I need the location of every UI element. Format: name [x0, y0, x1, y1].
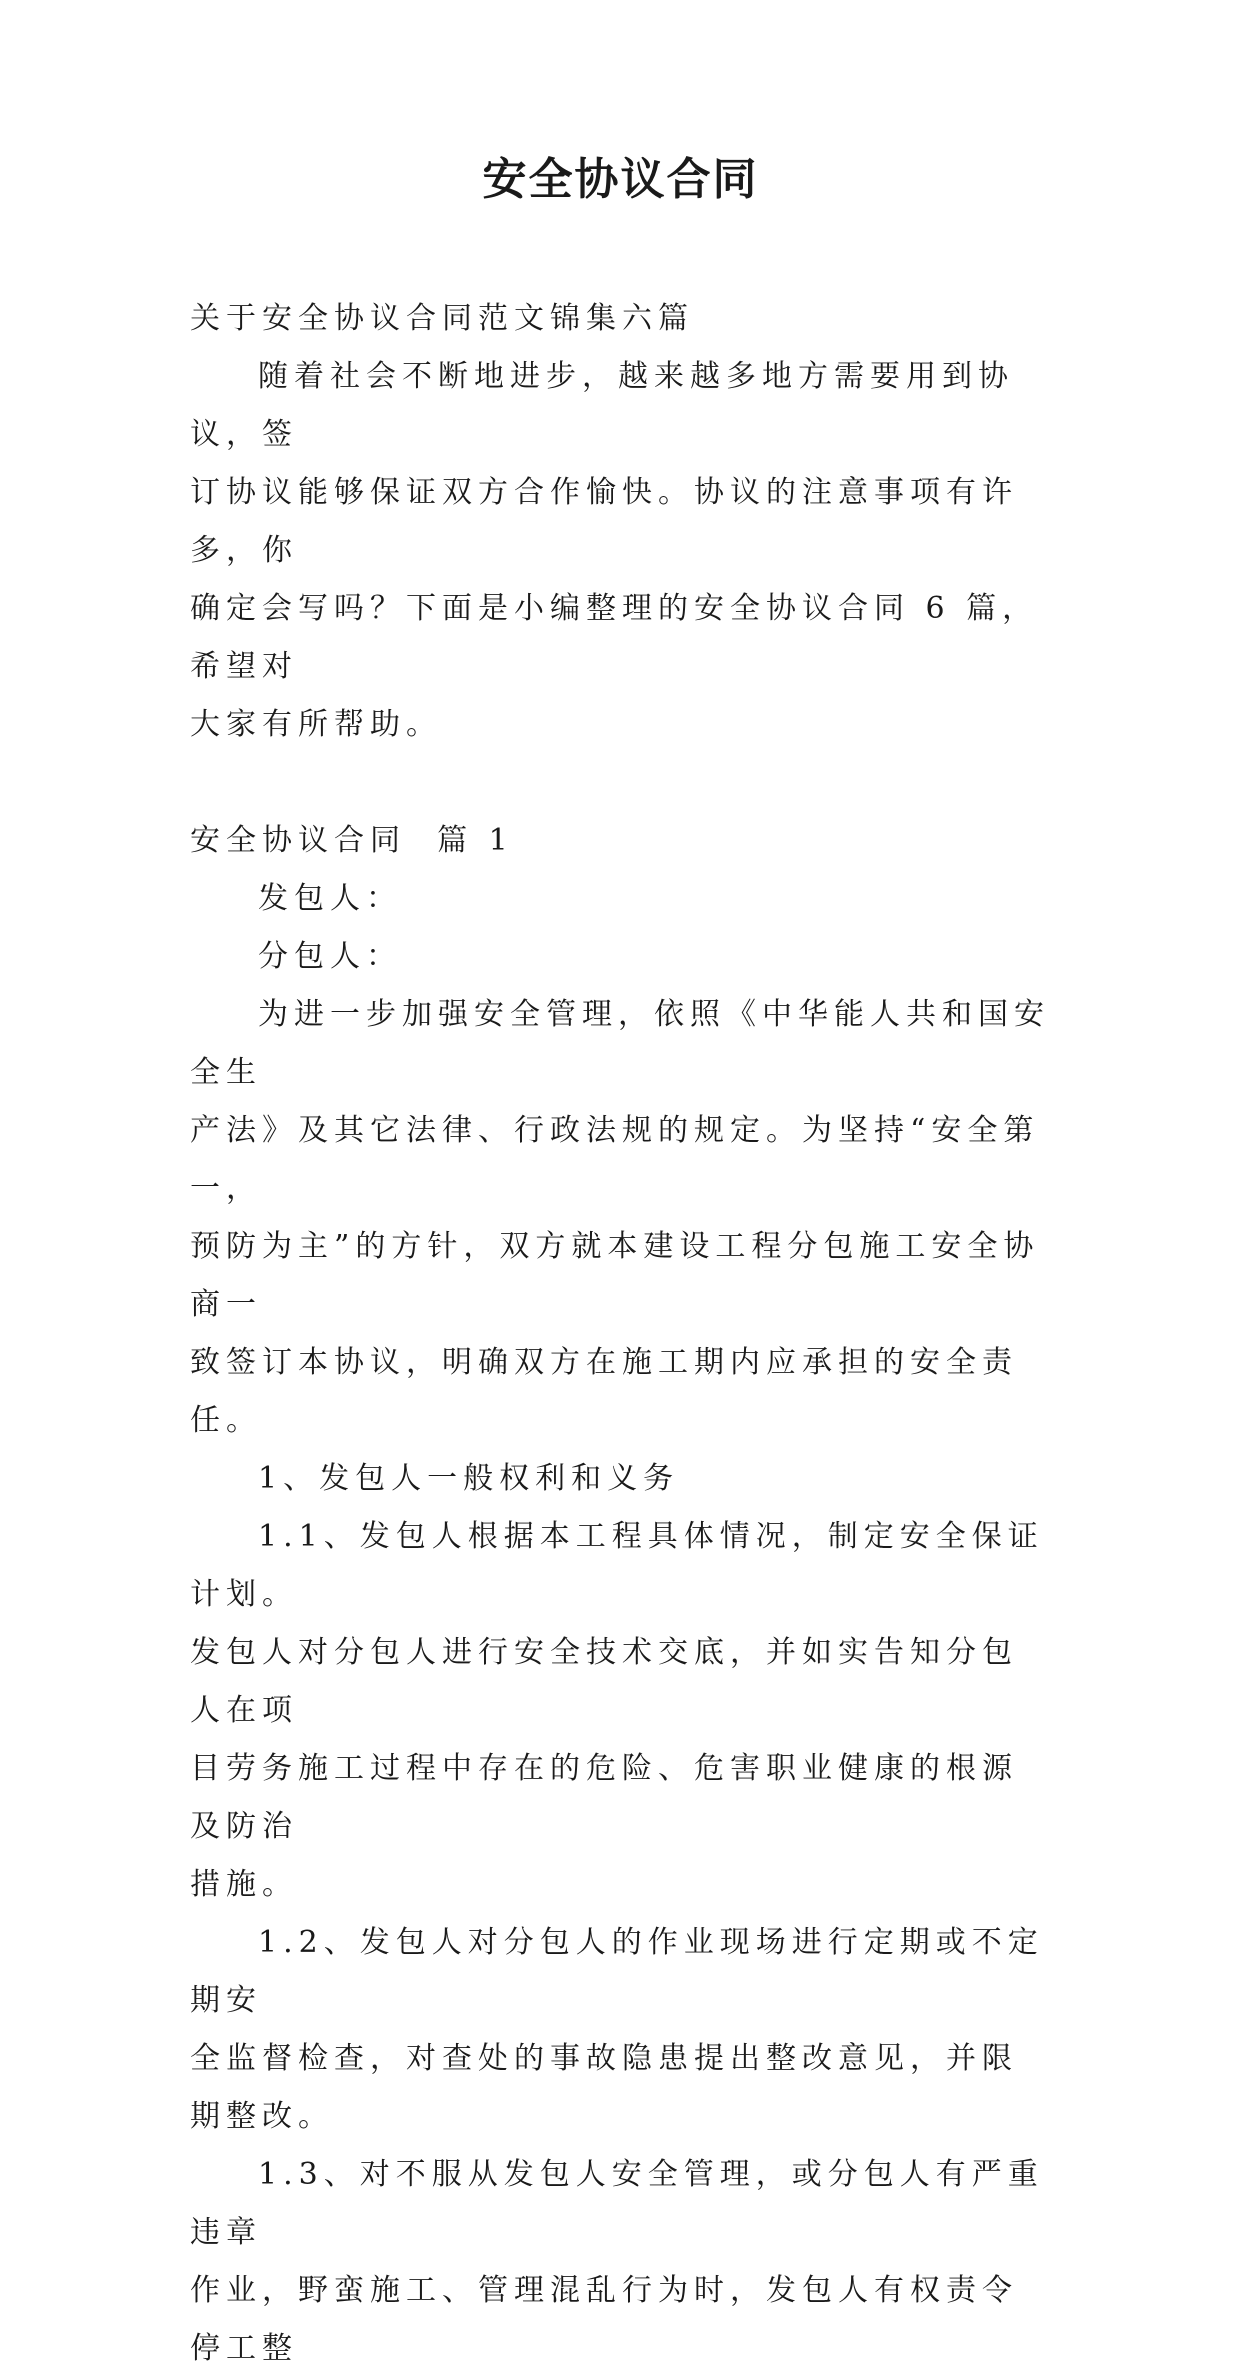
- clause-1-1-line: 发包人对分包人进行安全技术交底，并如实告知分包人在项: [190, 1635, 1018, 1728]
- intro-line: 确定会写吗？下面是小编整理的安全协议合同 6 篇，希望对: [190, 591, 1039, 684]
- party-b-label: 分包人：: [258, 939, 402, 974]
- clause-1-3-line: 作业，野蛮施工、管理混乱行为时，发包人有权责令停工整: [190, 2273, 1018, 2366]
- document-subtitle: 关于安全协议合同范文锦集六篇: [190, 301, 694, 336]
- clause-1-1-line: 1.1、发包人根据本工程具体情况，制定安全保证计划。: [190, 1519, 1044, 1612]
- document-title: 安全协议合同: [482, 154, 759, 205]
- section-heading: 安全协议合同 篇 1: [190, 823, 514, 858]
- purpose-line: 致签订本协议，明确双方在施工期内应承担的安全责任。: [190, 1345, 1018, 1438]
- clause-1-2-line: 1.2、发包人对分包人的作业现场进行定期或不定期安: [190, 1925, 1044, 2018]
- intro-line: 订协议能够保证双方合作愉快。协议的注意事项有许多，你: [190, 475, 1018, 568]
- clause-1-2-line: 全监督检查，对查处的事故隐患提出整改意见，并限期整改。: [190, 2041, 1018, 2134]
- intro-line: 大家有所帮助。: [190, 707, 442, 742]
- clause-1-3-line: 1.3、对不服从发包人安全管理，或分包人有严重违章: [190, 2157, 1044, 2250]
- clause-heading: 1、发包人一般权利和义务: [258, 1461, 680, 1496]
- purpose-line: 为进一步加强安全管理，依照《中华能人共和国安全生: [190, 997, 1050, 1090]
- intro-line: 随着社会不断地进步，越来越多地方需要用到协议，签: [190, 359, 1014, 452]
- purpose-line: 产法》及其它法律、行政法规的规定。为坚持“安全第一，: [190, 1113, 1040, 1206]
- document-body: [190, 290, 1050, 2378]
- clause-1-1-line: 措施。: [190, 1867, 298, 1902]
- party-a-label: 发包人：: [258, 881, 402, 916]
- section-spacer: [190, 754, 1050, 812]
- clause-1-1-line: 目劳务施工过程中存在的危险、危害职业健康的根源及防治: [190, 1751, 1018, 1844]
- purpose-line: 预防为主”的方针，双方就本建设工程分包施工安全协商一: [190, 1229, 1040, 1322]
